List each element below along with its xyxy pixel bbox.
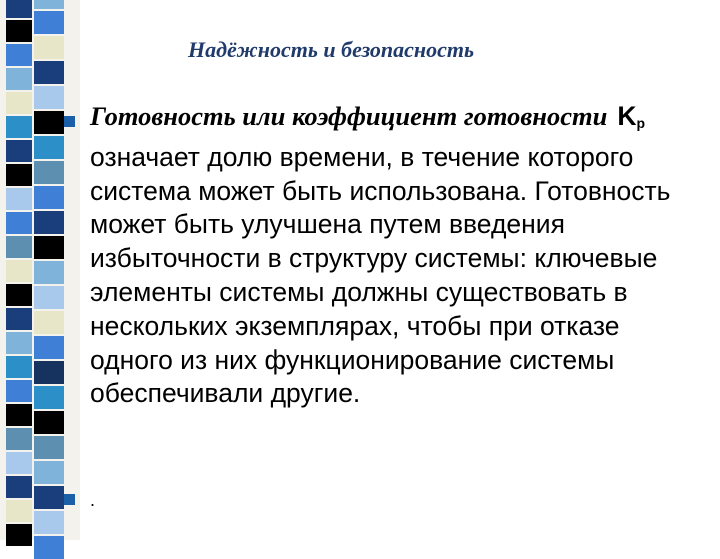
stripe-block: [6, 44, 32, 66]
stripe-block: [34, 511, 64, 534]
stripe-block: [34, 61, 64, 84]
stripe-block: [34, 161, 64, 184]
stripe-block: [34, 111, 64, 134]
stripe-block: [6, 452, 32, 474]
stripe-block: [34, 36, 64, 59]
decorative-stripe: [0, 0, 80, 540]
stripe-column-left: [6, 0, 32, 540]
symbol-main: K: [617, 101, 637, 131]
stripe-block: [6, 236, 32, 258]
stripe-block: [34, 261, 64, 284]
stripe-block: [6, 116, 32, 138]
stripe-block: [34, 536, 64, 559]
stripe-block: [6, 0, 32, 18]
bullet-marker: [64, 116, 75, 127]
stripe-block: [34, 186, 64, 209]
slide-title: Надёжность и безопасность: [188, 37, 475, 62]
stripe-block: [6, 332, 32, 354]
stripe-block: [6, 524, 32, 546]
stripe-block: [6, 380, 32, 402]
stripe-block: [34, 86, 64, 109]
second-bullet-text: .: [90, 490, 96, 510]
stripe-block: [6, 212, 32, 234]
symbol-text: [617, 101, 645, 131]
stripe-block: [34, 136, 64, 159]
stripe-block: [6, 20, 32, 42]
stripe-block: [34, 411, 64, 434]
stripe-block: [34, 386, 64, 409]
stripe-block: [6, 68, 32, 90]
stripe-block: [34, 11, 64, 34]
stripe-block: [6, 476, 32, 498]
stripe-block: [34, 286, 64, 309]
symbol-subscript: p: [636, 115, 646, 131]
stripe-block: [6, 284, 32, 306]
stripe-block: [6, 164, 32, 186]
stripe-block: [6, 500, 32, 522]
stripe-block: [6, 428, 32, 450]
stripe-block: [6, 404, 32, 426]
stripe-block: [34, 336, 64, 359]
stripe-block: [34, 486, 64, 509]
stripe-block: [34, 0, 64, 9]
bullet-paragraph: [90, 100, 700, 411]
stripe-block: [6, 188, 32, 210]
stripe-block: [34, 311, 64, 334]
stripe-block: [34, 236, 64, 259]
stripe-block: [6, 260, 32, 282]
stripe-block: [34, 436, 64, 459]
stripe-block: [34, 461, 64, 484]
stripe-column-right: [34, 0, 64, 540]
stripe-block: [6, 356, 32, 378]
stripe-block: [34, 361, 64, 384]
definition-text: означает долю времени, в течение которого система может быть использована. Готовность может быть улучшена путем введения избыточности в структуру системы: ключевые элементы системы должны существовать в нескольких экземплярах, чтобы при отказе одного из них функционирование системы обеспечивали другие.: [90, 141, 671, 409]
term-text: Готовность или коэффициент готовности: [90, 101, 608, 131]
stripe-block: [6, 140, 32, 162]
stripe-block: [6, 308, 32, 330]
stripe-block: [6, 92, 32, 114]
bullet-marker-2: [64, 494, 75, 505]
stripe-block: [34, 211, 64, 234]
